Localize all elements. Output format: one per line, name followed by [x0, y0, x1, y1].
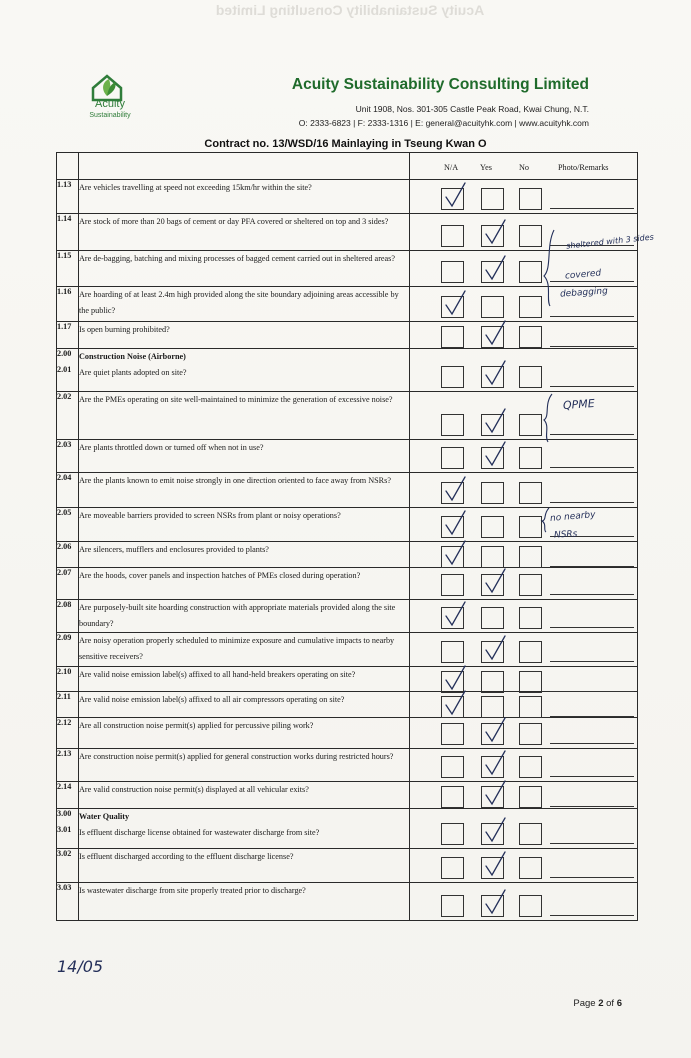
item-number: 2.07 — [57, 568, 79, 600]
checkbox-no[interactable] — [519, 671, 542, 693]
check-mark-icon — [483, 780, 507, 806]
checkbox-yes[interactable] — [481, 671, 504, 693]
check-mark-icon — [483, 320, 507, 346]
checkbox-na[interactable] — [441, 641, 464, 663]
answer-cell — [410, 180, 638, 214]
remarks-line[interactable] — [550, 776, 634, 777]
section-heading: Construction Noise (Airborne) — [79, 352, 186, 361]
checklist-question: Are all construction noise permit(s) applied for percussive piling work? — [79, 718, 410, 749]
table-row — [57, 633, 638, 667]
check-mark-icon — [443, 665, 467, 691]
checkbox-na[interactable] — [441, 414, 464, 436]
checkbox-na[interactable] — [441, 756, 464, 778]
answer-cell — [410, 782, 638, 809]
table-row — [57, 180, 638, 214]
col-remarks: Photo/Remarks — [558, 163, 609, 172]
answer-cell — [410, 440, 638, 473]
item-number: 3.02 — [57, 849, 79, 883]
checklist-question: Are valid noise emission label(s) affixed to all hand-held breakers operating on site? — [79, 667, 410, 692]
checklist-question: Are the hoods, cover panels and inspection hatches of PMEs closed during operation? — [79, 568, 410, 600]
item-number: 2.04 — [57, 473, 79, 508]
item-number: 3.00 3.01 — [57, 809, 79, 849]
table-row — [57, 568, 638, 600]
check-mark-icon — [443, 690, 467, 716]
checkbox-no[interactable] — [519, 225, 542, 247]
answer-cell — [410, 392, 638, 440]
check-mark-icon — [483, 889, 507, 915]
remarks-line[interactable] — [550, 316, 634, 317]
item-number: 1.13 — [57, 180, 79, 214]
checkbox-no[interactable] — [519, 261, 542, 283]
check-mark-icon — [483, 717, 507, 743]
remarks-line[interactable] — [550, 627, 634, 628]
checkbox-no[interactable] — [519, 447, 542, 469]
company-address: Unit 1908, Nos. 301-305 Castle Peak Road, Kwai Chung, N.T. O: 2333-6823 | F: 2333-1316 | E: general@acuityhk.com | www.acuityhk.com — [298, 104, 589, 128]
answer-cell — [410, 718, 638, 749]
check-mark-icon — [483, 255, 507, 281]
checkbox-no[interactable] — [519, 366, 542, 388]
item-number: 2.12 — [57, 718, 79, 749]
checklist-question: Are construction noise permit(s) applied for general construction works during restricted hours? — [79, 749, 410, 782]
table-row — [57, 600, 638, 633]
checklist-question: Are vehicles travelling at speed not exceeding 15km/hr within the site? — [79, 180, 410, 214]
remarks-line[interactable] — [550, 806, 634, 807]
checklist-question: Are noisy operation properly scheduled to minimize exposure and cumulative impacts to nearby sensitive receivers? — [79, 633, 410, 667]
checklist-question: Construction Noise (Airborne) Are quiet plants adopted on site? — [79, 349, 410, 392]
checkbox-na[interactable] — [441, 326, 464, 348]
checklist-question: Are the PMEs operating on site well-maintained to minimize the generation of excessive noise? — [79, 392, 410, 440]
col-yes: Yes — [480, 163, 492, 172]
checklist-question: Are valid noise emission label(s) affixed to all air compressors operating on site? — [79, 692, 410, 718]
answer-cell — [410, 633, 638, 667]
check-mark-icon — [443, 510, 467, 536]
checklist-question: Are purposely-built site hoarding construction with appropriate materials provided along the site boundary? — [79, 600, 410, 633]
answer-cell — [410, 809, 638, 849]
check-mark-icon — [483, 360, 507, 386]
col-no: No — [519, 163, 530, 172]
remarks-line[interactable] — [550, 877, 634, 878]
item-number: 1.16 — [57, 287, 79, 322]
check-mark-icon — [443, 476, 467, 502]
checkbox-na[interactable] — [441, 261, 464, 283]
remarks-line[interactable] — [550, 467, 634, 468]
table-row — [57, 542, 638, 568]
answer-cell — [410, 251, 638, 287]
check-mark-icon — [443, 540, 467, 566]
checkbox-no[interactable] — [519, 823, 542, 845]
table-row — [57, 883, 638, 921]
remarks-line[interactable] — [550, 386, 634, 387]
table-row — [57, 718, 638, 749]
remarks-line[interactable] — [550, 661, 634, 662]
item-number: 1.15 — [57, 251, 79, 287]
checklist-question: Is open burning prohibited? — [79, 322, 410, 349]
checkbox-no[interactable] — [519, 895, 542, 917]
checklist-question: Are hoarding of at least 2.4m high provided along the site boundary adjoining areas accessible by the public? — [79, 287, 410, 322]
logo-text: Acuity Sustainability — [89, 98, 131, 119]
item-number: 2.06 — [57, 542, 79, 568]
checkbox-yes[interactable] — [481, 516, 504, 538]
checklist-question: Are plants throttled down or turned off when not in use? — [79, 440, 410, 473]
checkbox-no[interactable] — [519, 607, 542, 629]
table-row — [57, 473, 638, 508]
checkbox-no[interactable] — [519, 786, 542, 808]
checkbox-yes[interactable] — [481, 188, 504, 210]
answer-cell — [410, 883, 638, 921]
table-row — [57, 692, 638, 718]
col-na: N/A — [444, 163, 459, 172]
checkbox-no[interactable] — [519, 574, 542, 596]
handwritten-remark: NSRs — [553, 529, 578, 541]
checkbox-na[interactable] — [441, 723, 464, 745]
check-mark-icon — [483, 851, 507, 877]
handwritten-remark: QPME — [562, 396, 596, 413]
item-number: 2.11 — [57, 692, 79, 718]
checkbox-no[interactable] — [519, 188, 542, 210]
checklist-question: Are valid construction noise permit(s) displayed at all vehicular exits? — [79, 782, 410, 809]
item-number: 2.02 — [57, 392, 79, 440]
bleed-through-text: Acuity Sustainability Consulting Limited — [215, 2, 485, 18]
checkbox-na[interactable] — [441, 786, 464, 808]
table-row — [57, 849, 638, 883]
remarks-line[interactable] — [550, 594, 634, 595]
check-mark-icon — [443, 601, 467, 627]
checkbox-no[interactable] — [519, 546, 542, 568]
check-mark-icon — [483, 568, 507, 594]
remarks-line[interactable] — [550, 208, 634, 209]
item-number: 2.08 — [57, 600, 79, 633]
checkbox-yes[interactable] — [481, 482, 504, 504]
item-number: 2.03 — [57, 440, 79, 473]
table-row — [57, 782, 638, 809]
remarks-line[interactable] — [550, 743, 634, 744]
check-mark-icon — [443, 182, 467, 208]
checklist-question: Water Quality Is effluent discharge license obtained for wastewater discharge from site? — [79, 809, 410, 849]
item-number: 2.14 — [57, 782, 79, 809]
item-number: 2.00 2.01 — [57, 349, 79, 392]
check-mark-icon — [483, 635, 507, 661]
item-number: 2.05 — [57, 508, 79, 542]
checkbox-no[interactable] — [519, 696, 542, 718]
check-mark-icon — [483, 219, 507, 245]
brace-mark — [538, 506, 554, 534]
checkbox-na[interactable] — [441, 895, 464, 917]
checkbox-na[interactable] — [441, 857, 464, 879]
company-name: Acuity Sustainability Consulting Limited — [291, 76, 589, 93]
checkbox-no[interactable] — [519, 723, 542, 745]
check-mark-icon — [483, 408, 507, 434]
remarks-line[interactable] — [550, 915, 634, 916]
table-row — [57, 440, 638, 473]
answer-cell — [410, 322, 638, 349]
checkbox-na[interactable] — [441, 823, 464, 845]
answer-cell — [410, 542, 638, 568]
answer-cell — [410, 849, 638, 883]
section-heading: Water Quality — [79, 812, 130, 821]
item-number: 1.17 — [57, 322, 79, 349]
item-number: 2.10 — [57, 667, 79, 692]
contract-title: Contract no. 13/WSD/16 Mainlaying in Tseung Kwan O — [204, 138, 487, 150]
check-mark-icon — [443, 290, 467, 316]
handwritten-remark: covered — [564, 268, 602, 282]
checklist-question: Are silencers, mufflers and enclosures provided to plants? — [79, 542, 410, 568]
remarks-line[interactable] — [550, 434, 634, 435]
table-row — [57, 322, 638, 349]
table-row — [57, 667, 638, 692]
checkbox-na[interactable] — [441, 447, 464, 469]
checklist-question: Is effluent discharged according to the effluent discharge license? — [79, 849, 410, 883]
checkbox-yes[interactable] — [481, 607, 504, 629]
handwritten-remark: debagging — [559, 286, 609, 300]
item-number: 3.03 — [57, 883, 79, 921]
checklist-question: Are stock of more than 20 bags of cement or day PFA covered or sheltered on top and 3 sides? — [79, 214, 410, 251]
table-row — [57, 809, 638, 849]
checklist-question: Are de-bagging, batching and mixing processes of bagged cement carried out in sheltered areas? — [79, 251, 410, 287]
check-mark-icon — [483, 441, 507, 467]
handwritten-remark: no nearby — [549, 510, 596, 524]
answer-cell — [410, 349, 638, 392]
checkbox-yes[interactable] — [481, 296, 504, 318]
checkbox-yes[interactable] — [481, 546, 504, 568]
item-number: 2.13 — [57, 749, 79, 782]
check-mark-icon — [483, 750, 507, 776]
checkbox-no[interactable] — [519, 482, 542, 504]
remarks-line[interactable] — [550, 281, 634, 282]
checkbox-no[interactable] — [519, 414, 542, 436]
checkbox-no[interactable] — [519, 857, 542, 879]
answer-cell — [410, 568, 638, 600]
item-number: 2.09 — [57, 633, 79, 667]
answer-cell — [410, 667, 638, 692]
checkbox-yes[interactable] — [481, 696, 504, 718]
table-row — [57, 749, 638, 782]
brace-mark — [540, 392, 556, 444]
answer-cell — [410, 692, 638, 718]
checkbox-na[interactable] — [441, 574, 464, 596]
handwritten-remark: sheltered with 3 sides — [565, 232, 655, 251]
check-mark-icon — [483, 817, 507, 843]
table-row — [57, 349, 638, 392]
checklist-question: Are moveable barriers provided to screen NSRs from plant or noisy operations? — [79, 508, 410, 542]
checkbox-no[interactable] — [519, 641, 542, 663]
item-number: 1.14 — [57, 214, 79, 251]
checkbox-no[interactable] — [519, 756, 542, 778]
page-number: Page 2 of 6 — [573, 998, 622, 1009]
remarks-line[interactable] — [550, 346, 634, 347]
checkbox-na[interactable] — [441, 366, 464, 388]
answer-cell — [410, 600, 638, 633]
answer-cell — [410, 749, 638, 782]
brace-mark — [540, 228, 560, 308]
answer-cell — [410, 473, 638, 508]
answer-cell — [410, 508, 638, 542]
remarks-line[interactable] — [550, 843, 634, 844]
remarks-line[interactable] — [550, 502, 634, 503]
checkbox-na[interactable] — [441, 225, 464, 247]
handwritten-date: 14/05 — [57, 957, 104, 976]
checkbox-no[interactable] — [519, 326, 542, 348]
checkbox-no[interactable] — [519, 296, 542, 318]
checklist-question: Is wastewater discharge from site properly treated prior to discharge? — [79, 883, 410, 921]
checklist-question: Are the plants known to emit noise strongly in one direction oriented to face away from NSRs? — [79, 473, 410, 508]
